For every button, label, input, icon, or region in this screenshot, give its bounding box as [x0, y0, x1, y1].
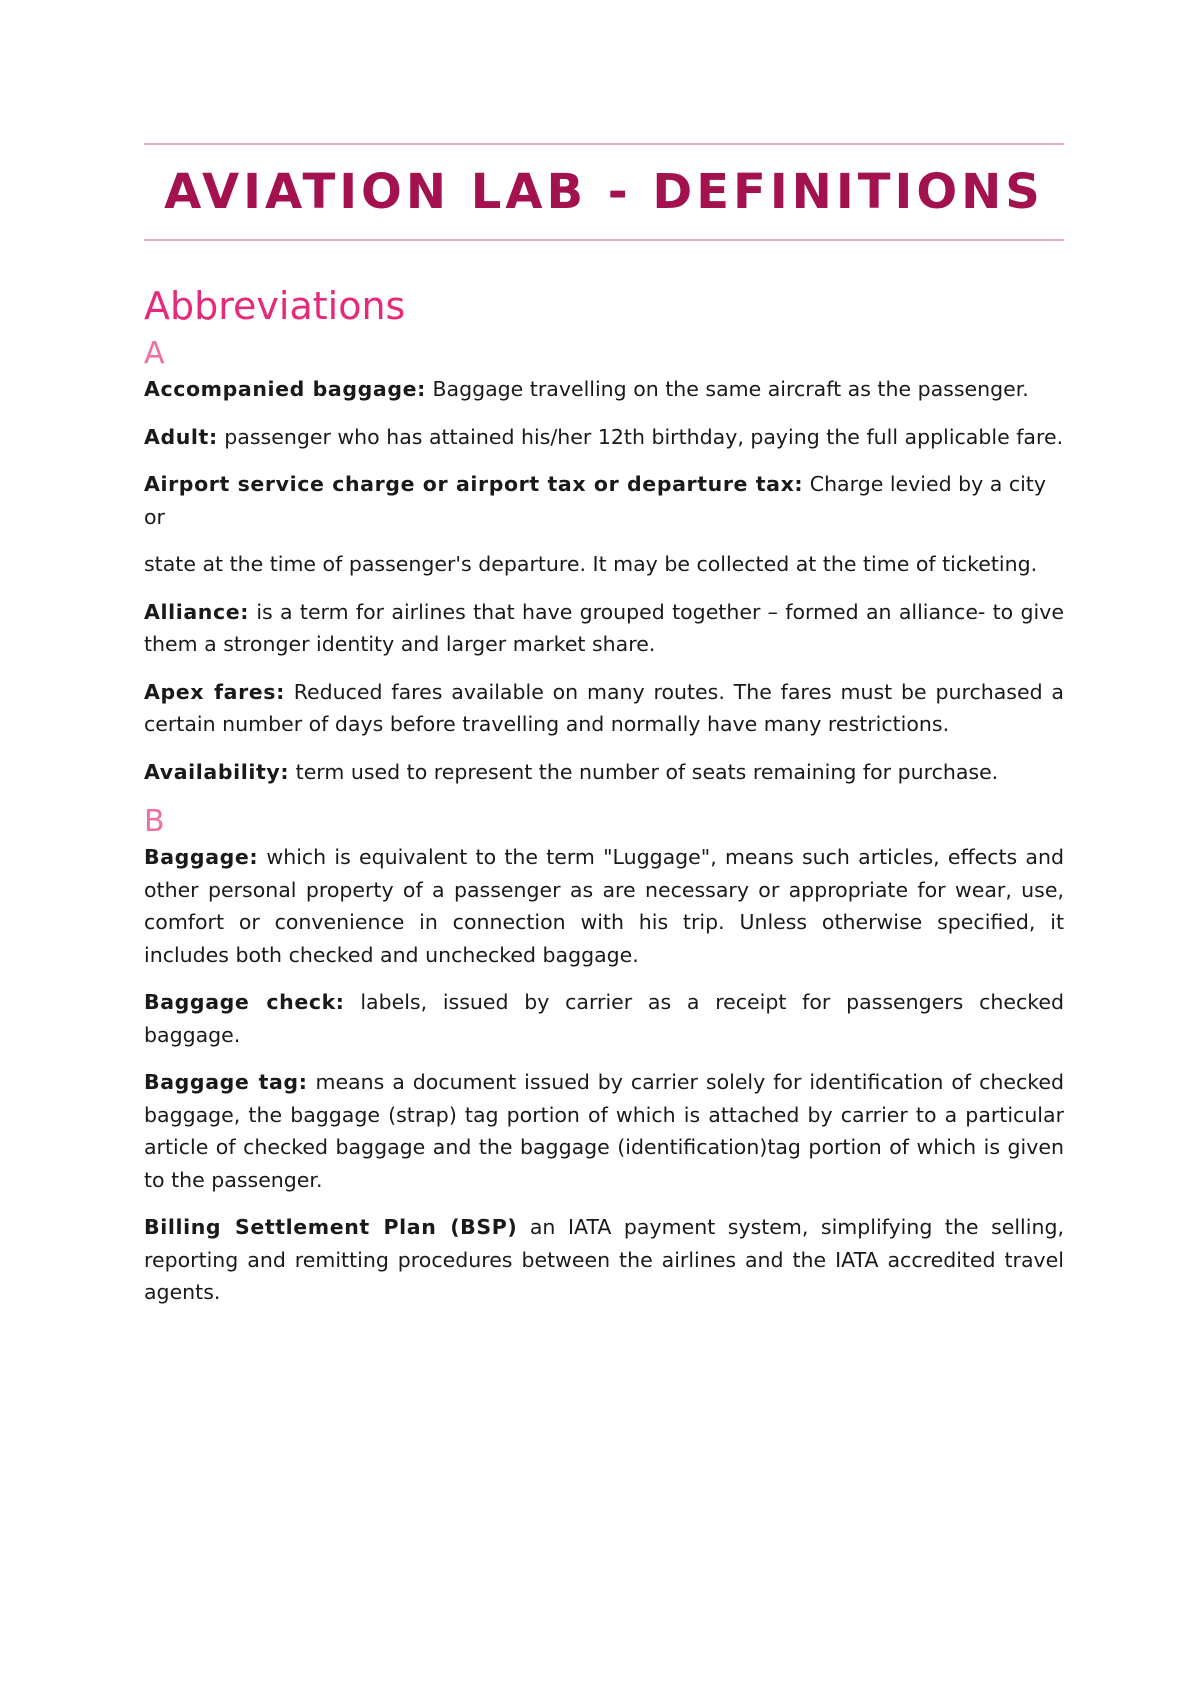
definition-term: Apex fares:	[144, 679, 285, 704]
definition-text: passenger who has attained his/her 12th birthday, paying the full applicable fare.	[217, 424, 1064, 449]
letter-group-a	[144, 335, 1064, 788]
definition-term: Baggage:	[144, 845, 259, 869]
letter-heading-b: B	[144, 804, 165, 839]
document-page	[144, 0, 1064, 1324]
definition-term: Availability:	[144, 759, 290, 784]
definition-accompanied-baggage	[144, 373, 1064, 406]
title-bottom-rule	[144, 239, 1064, 241]
definition-text: labels, issued by carrier as a receipt for passengers checked baggage.	[144, 990, 1064, 1047]
definition-text: Baggage travelling on the same aircraft as the passenger.	[425, 377, 1029, 401]
definition-term: Baggage tag:	[144, 1070, 308, 1094]
definition-text: is a term for airlines that have grouped together – formed an alliance- to give them a stronger identity and larger market share.	[144, 599, 1064, 656]
definition-term: Airport service charge or airport tax or departure tax:	[144, 472, 804, 496]
definition-billing-settlement-plan	[144, 1211, 1064, 1309]
letter-group-b	[144, 803, 1064, 1309]
definition-baggage	[144, 841, 1064, 971]
definition-term: Billing Settlement Plan (BSP)	[144, 1215, 518, 1239]
definition-term: Accompanied baggage:	[144, 377, 426, 401]
definition-adult	[144, 421, 1064, 454]
definition-text: means a document issued by carrier solely for identification of checked baggage, the baggage (strap) tag portion of which is attached by carrier to a particular article of checked baggage and the baggage (identification)tag portion of which is given to the passenger.	[144, 1070, 1065, 1192]
definition-airport-service-charge	[144, 468, 1064, 533]
definition-text: term used to represent the number of seats remaining for purchase.	[289, 759, 999, 784]
definition-text: an IATA payment system, simplifying the selling, reporting and remitting procedures between the airlines and the IATA accredited travel agents.	[144, 1215, 1064, 1304]
definition-term: Adult:	[144, 424, 218, 449]
definition-availability	[144, 756, 1064, 789]
definition-term: Alliance:	[144, 599, 250, 624]
definition-apex-fares	[144, 676, 1064, 741]
definition-baggage-tag	[144, 1066, 1064, 1196]
section-heading-abbreviations: Abbreviations	[144, 284, 406, 328]
document-title: AVIATION LAB - DEFINITIONS	[164, 164, 1044, 220]
definition-alliance	[144, 596, 1064, 661]
definition-text: state at the time of passenger's departure. It may be collected at the time of ticketing.	[144, 552, 1038, 576]
letter-heading-a: A	[144, 336, 165, 371]
definition-airport-service-charge-continued	[144, 548, 1064, 581]
definition-term: Baggage check:	[144, 990, 345, 1014]
definition-text: Charge levied by a city or	[144, 472, 1046, 529]
definition-text: which is equivalent to the term "Luggage", means such articles, effects and other personal property of a passenger as are necessary or appropriate for wear, use, comfort or convenience in connection with his trip. Unless otherwise specified, it includes both checked and unchecked baggage.	[144, 845, 1064, 967]
definition-text: Reduced fares available on many routes. The fares must be purchased a certain number of days before travelling and normally have many restrictions.	[144, 679, 1064, 736]
definition-baggage-check	[144, 986, 1064, 1051]
